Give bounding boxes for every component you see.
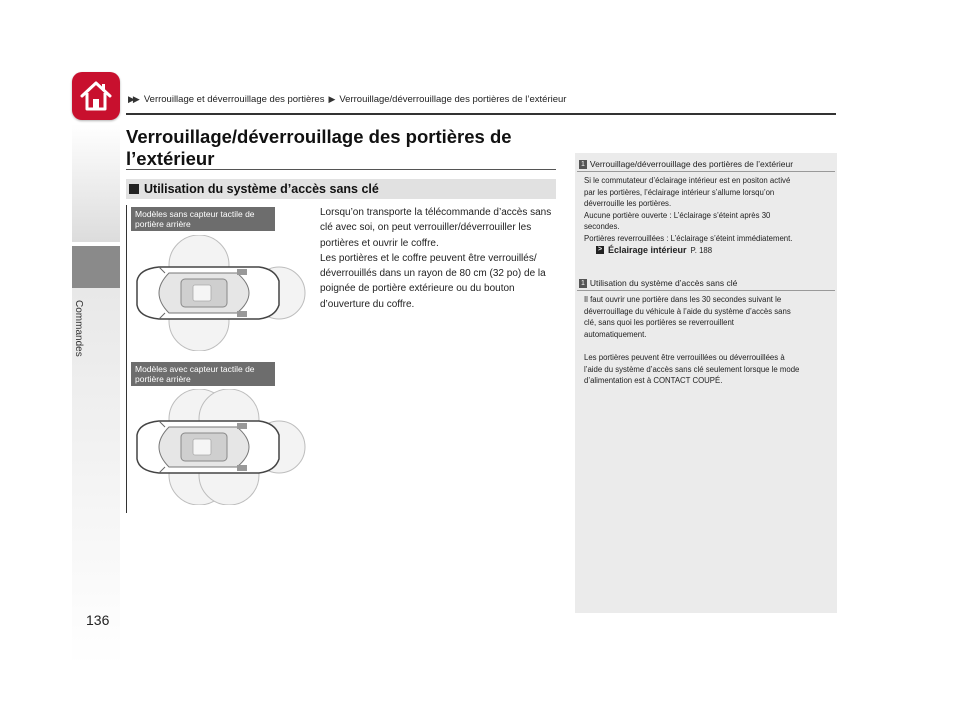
chapter-tab-active[interactable] <box>72 246 120 288</box>
keyless-range-figure <box>126 205 307 513</box>
title-rule <box>126 169 556 170</box>
home-icon <box>79 80 113 112</box>
note-1-rule <box>577 171 835 172</box>
car-range-diagram-2 <box>129 389 307 505</box>
body-paragraph-1: Lorsqu’on transporte la télécommande d’accès sans clé avec soi, on peut verrouiller/déverrouiller les portières et ouvrir le coffre. <box>320 207 552 249</box>
chapter-sidebar <box>72 124 120 666</box>
section-square-icon <box>129 184 139 194</box>
body-paragraph-2: Les portières et le coffre peuvent être verrouillés/ déverrouillés dans un rayon de 80 cm (32 po) de la poignée de portière extérieure ou du bouton d’ouverture du coffre. <box>320 252 546 310</box>
note-2-title: 1 Utilisation du système d’accès sans clé <box>581 278 738 288</box>
note-1-body: Si le commutateur d’éclairage intérieur est en positon activé par les portières, l’éclairage intérieur s’allume lorsqu’on déverrouille les portières. Aucune portière ouverte : L’éclairage s’éteint après 30 secondes. Portières reverrouillées : L’éclairage s’éteint immédiatement. > Éclairage intérieur P. 188 <box>584 175 830 256</box>
breadcrumb <box>128 94 566 105</box>
xref-interior-light-link[interactable]: > Éclairage intérieur P. 188 <box>597 244 713 255</box>
chapter-label[interactable]: Commandes <box>73 300 84 357</box>
car-top-view-icon <box>137 267 279 319</box>
notes-panel <box>575 153 837 613</box>
section-body <box>320 205 560 312</box>
header-rule <box>126 113 836 115</box>
note-2-rule <box>577 290 835 291</box>
sidebar-gradient <box>72 124 120 242</box>
xref-arrow-icon: > <box>597 246 603 254</box>
breadcrumb-item-1[interactable]: Verrouillage et déverrouillage des portières <box>143 94 325 105</box>
breadcrumb-arrow-icon: ▶▶ <box>128 94 138 104</box>
home-button[interactable] <box>72 72 120 120</box>
page-number: 136 <box>86 612 110 628</box>
note-1-title: 1 Verrouillage/déverrouillage des portières de l’extérieur <box>581 159 794 169</box>
breadcrumb-arrow-icon: ▶ <box>328 94 334 104</box>
note-marker-icon: 1 <box>581 160 585 168</box>
note-marker-icon: 1 <box>581 279 585 287</box>
car-top-view-icon <box>137 421 279 473</box>
car-range-diagram-1 <box>129 235 307 351</box>
figure-label-2: Modèles avec capteur tactile de portière arrière <box>131 362 275 386</box>
section-heading: Utilisation du système d’accès sans clé <box>126 179 556 199</box>
breadcrumb-item-2: Verrouillage/déverrouillage des portières de l’extérieur <box>339 94 567 105</box>
figure-label-1: Modèles sans capteur tactile de portière arrière <box>131 207 275 231</box>
note-2-body: Il faut ouvrir une portière dans les 30 secondes suivant le déverrouillage du véhicule à l’aide du système d’accès sans clé, sans quoi les portières se reverrouillent automatiquement. Les portières peuvent être verrouillées ou déverrouillées à l’aide du système d’accès sans clé seulement lorsque le mode d’alimentation est à CONTACT COUPÉ. <box>584 295 800 386</box>
page-title: Verrouillage/déverrouillage des portières de l’extérieur <box>126 126 512 169</box>
